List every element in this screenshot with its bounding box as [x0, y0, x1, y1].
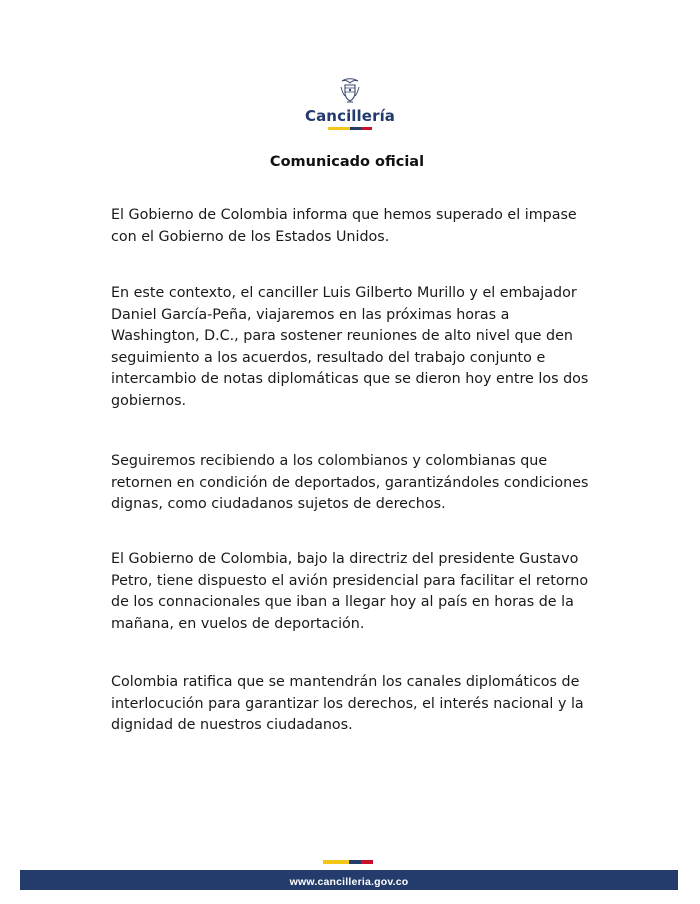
coat-of-arms-icon: [338, 78, 362, 104]
footer-flag-blue: [349, 860, 361, 864]
paragraph-3: Seguiremos recibiendo a los colombianos y colombianas que retornen en condición de deportados, garantizándoles condiciones dignas, como ciudadanos sujetos de derechos.: [111, 453, 589, 512]
document-title: Comunicado oficial: [269, 154, 425, 170]
paragraph-1: El Gobierno de Colombia informa que hemos superado el impase con el Gobierno de los Estados Unidos.: [111, 207, 577, 245]
footer-flag-stripe: [323, 860, 373, 864]
letterhead: [0, 78, 700, 130]
footer-flag-yellow: [323, 860, 349, 864]
flag-red: [361, 127, 372, 130]
flag-yellow: [328, 127, 350, 130]
footer-website-link[interactable]: www.cancilleria.gov.co: [289, 876, 409, 888]
brand-name: Cancillería: [304, 107, 396, 125]
footer-flag-red: [361, 860, 373, 864]
footer-bar: [20, 870, 678, 890]
paragraph-2: En este contexto, el canciller Luis Gilberto Murillo y el embajador Daniel García-Peña, viajaremos en las próximas horas a Washington, D.C., para sostener reuniones de alto nivel que den seguimiento a los acuerdos, resultado del trabajo conjunto e intercambio de notas diplomáticas que se dieron hoy entre los dos gobiernos.: [111, 285, 589, 409]
paragraph-4: El Gobierno de Colombia, bajo la directriz del presidente Gustavo Petro, tiene dispuesto el avión presidencial para facilitar el retorno de los connacionales que iban a llegar hoy al país en horas de la mañana, en vuelos de deportación.: [111, 551, 589, 632]
flag-stripe: [0, 127, 700, 130]
flag-blue: [350, 127, 361, 130]
paragraph-5: Colombia ratifica que se mantendrán los canales diplomáticos de interlocución para garantizar los derechos, el interés nacional y la dignidad de nuestros ciudadanos.: [111, 674, 584, 733]
